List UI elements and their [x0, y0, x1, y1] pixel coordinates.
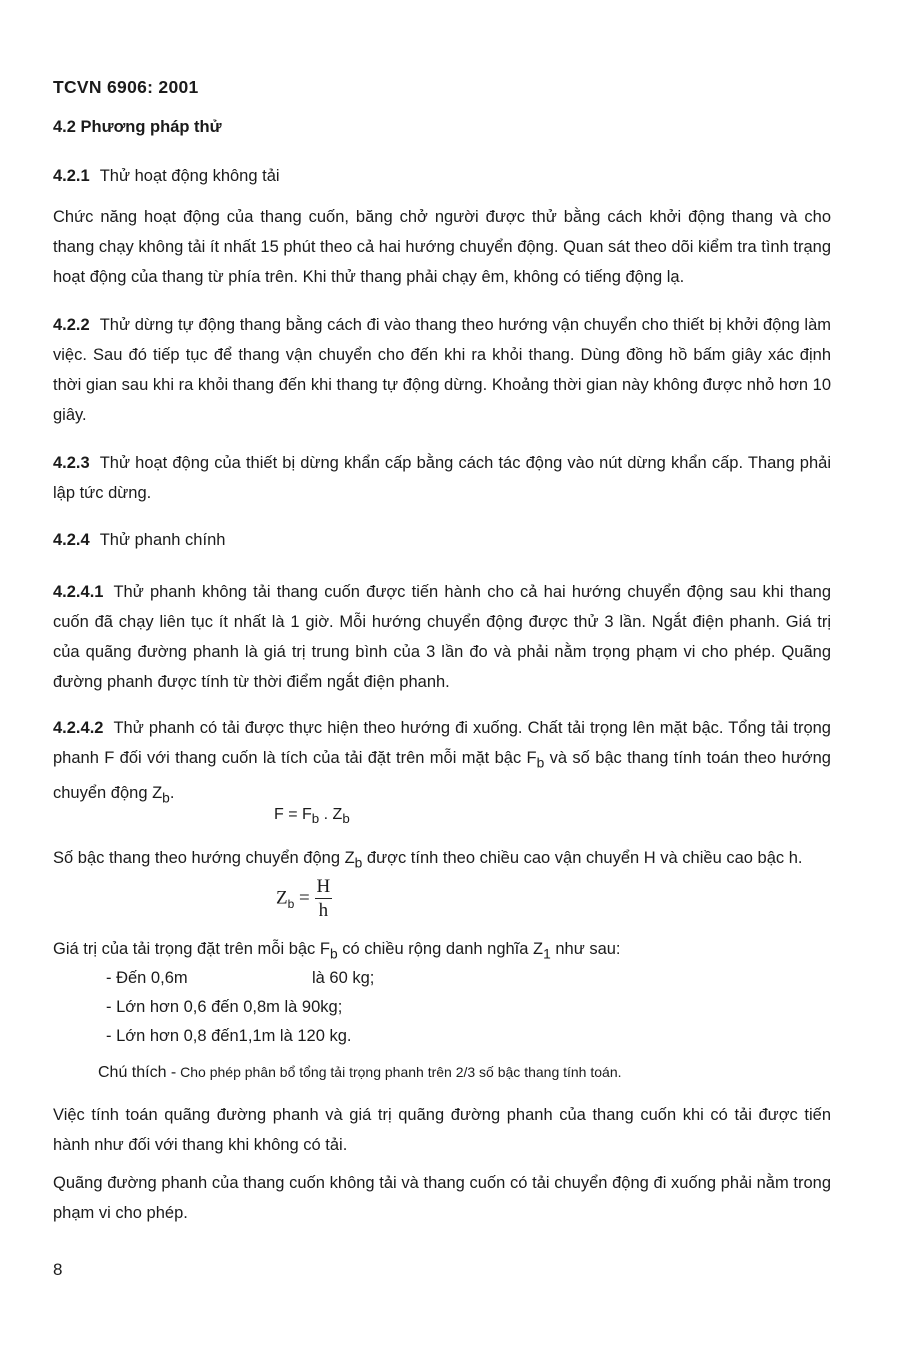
fraction-numerator: H — [316, 876, 331, 897]
paragraph-text: Thử phanh không tải thang cuốn được tiến hành cho cả hai hướng chuyển động sau khi thang cuốn đã chạy liên tục ít nhất là 1 giờ. Mỗi hướng chuyển động được thử 3 lần. Ngắt điện phanh. Giá trị của quãng đường phanh là giá trị trung bình của 3 lần đo và phải nằm trọng phạm vi cho phép. Quãng đường phanh được tính từ thời điểm ngắt điện phanh. — [53, 583, 831, 691]
subscript-b: b — [162, 790, 170, 806]
list-item-range: - Lớn hơn 0,6 đến 0,8m là 90kg; — [106, 998, 343, 1016]
list-item-range: - Lớn hơn 0,8 đến1,1m là 120 kg. — [106, 1027, 352, 1045]
subsection-title: Thử hoạt động không tải — [99, 167, 280, 185]
paragraph-number: 4.2.4.2 — [53, 719, 104, 737]
note-label: Chú thích - — [98, 1064, 177, 1081]
equation-fraction — [315, 876, 333, 923]
paragraph-number: 4.2.2 — [53, 316, 90, 334]
paragraph-calculation: Việc tính toán quãng đường phanh và giá trị quãng đường phanh của thang cuốn khi có tải được tiến hành như đối với thang khi không có tải. — [53, 1106, 831, 1154]
note-text: Cho phép phân bổ tổng tải trọng phanh trên 2/3 số bậc thang tính toán. — [176, 1064, 622, 1080]
page-number: 8 — [53, 1260, 63, 1279]
section-number: 4.2 — [53, 118, 76, 136]
subsection-number: 4.2.4 — [53, 531, 90, 549]
subscript-b: b — [329, 946, 338, 962]
list-item — [106, 1022, 374, 1051]
load-list — [106, 964, 374, 1051]
list-item — [106, 993, 374, 1022]
subscript-b: b — [536, 755, 545, 771]
subsection-heading-4-2-1 — [53, 161, 831, 191]
equation-subscript: b — [287, 896, 295, 911]
equation-step-count — [276, 876, 332, 923]
fraction-denominator: h — [318, 900, 329, 921]
paragraph-4-2-4-1 — [53, 577, 831, 697]
equation-subscript: b — [342, 811, 350, 827]
list-item-value: là 60 kg; — [312, 969, 375, 987]
paragraph-text-a: Thử phanh có tải được thực hiện theo hướng đi xuống. Chất tải trọng lên mặt bậc. Tổng tải trọng phanh F đối với thang cuốn là tích của tải đặt trên mỗi mặt bậc F — [53, 719, 831, 767]
paragraph-text: Thử dừng tự động thang bằng cách đi vào thang theo hướng vận chuyển cho thiết bị khởi động làm việc. Sau đó tiếp tục để thang vận chuyển cho đến khi ra khỏi thang. Dùng đồng hồ bấm giây xác định thời gian sau khi ra khỏi thang đến khi thang tự động dừng. Khoảng thời gian này không được nhỏ hơn 10 giây. — [53, 316, 831, 424]
list-item — [106, 964, 374, 993]
paragraph-4-2-2 — [53, 310, 831, 430]
paragraph-step-count — [53, 843, 831, 878]
note — [98, 1064, 622, 1082]
subscript-b: b — [354, 855, 363, 871]
paragraph-text-b: và số bậc thang tính toán theo hướng chuyển động Z — [53, 749, 831, 803]
paragraph-4-2-1: Chức năng hoạt động của thang cuốn, băng chở người được thử bằng cách khởi động thang và cho thang chạy không tải ít nhất 15 phút theo cả hai hướng chuyển động. Quan sát theo dõi kiểm tra tình trạng hoạt động của thang từ phía trên. Khi thử thang phải chạy êm, không có tiếng động lạ. — [53, 208, 831, 286]
paragraph-number: 4.2.4.1 — [53, 583, 104, 601]
equation-total-brake-load — [274, 806, 350, 826]
paragraph-number: 4.2.3 — [53, 454, 90, 472]
equation-lhs: F = F — [274, 806, 312, 823]
section-title: Phương pháp thử — [80, 118, 222, 136]
subsection-title: Thử phanh chính — [99, 531, 226, 549]
subsection-number: 4.2.1 — [53, 167, 90, 185]
section-heading-4-2 — [53, 112, 831, 142]
text-part: Số bậc thang theo hướng chuyển động Z — [53, 849, 355, 867]
equation-lhs: Z — [276, 887, 288, 909]
equation-subscript: b — [311, 811, 320, 827]
paragraph-text: Thử hoạt động của thiết bị dừng khẩn cấp bằng cách tác động vào nút dừng khẩn cấp. Thang phải lập tức dừng. — [53, 454, 831, 502]
subscript-1: 1 — [543, 946, 551, 962]
subsection-heading-4-2-4 — [53, 525, 831, 555]
paragraph-text-c: . — [169, 784, 175, 803]
equation-mid: . Z — [319, 806, 343, 823]
text-part: Giá trị của tải trọng đặt trên mỗi bậc F — [53, 940, 330, 958]
paragraph-4-2-4-2 — [53, 713, 831, 814]
equation-equals: = — [294, 887, 315, 909]
paragraph-final: Quãng đường phanh của thang cuốn không tải và thang cuốn có tải chuyển động đi xuống phải nằm trong phạm vi cho phép. — [53, 1174, 831, 1222]
paragraph-4-2-3 — [53, 448, 831, 508]
standard-header: TCVN 6906: 2001 — [53, 77, 199, 97]
text-part: được tính theo chiều cao vận chuyển H và chiều cao bậc h. — [362, 849, 803, 867]
text-part: như sau: — [550, 940, 621, 958]
list-item-range: - Đến 0,6m — [106, 969, 188, 987]
text-part: có chiều rộng danh nghĩa Z — [337, 940, 544, 958]
